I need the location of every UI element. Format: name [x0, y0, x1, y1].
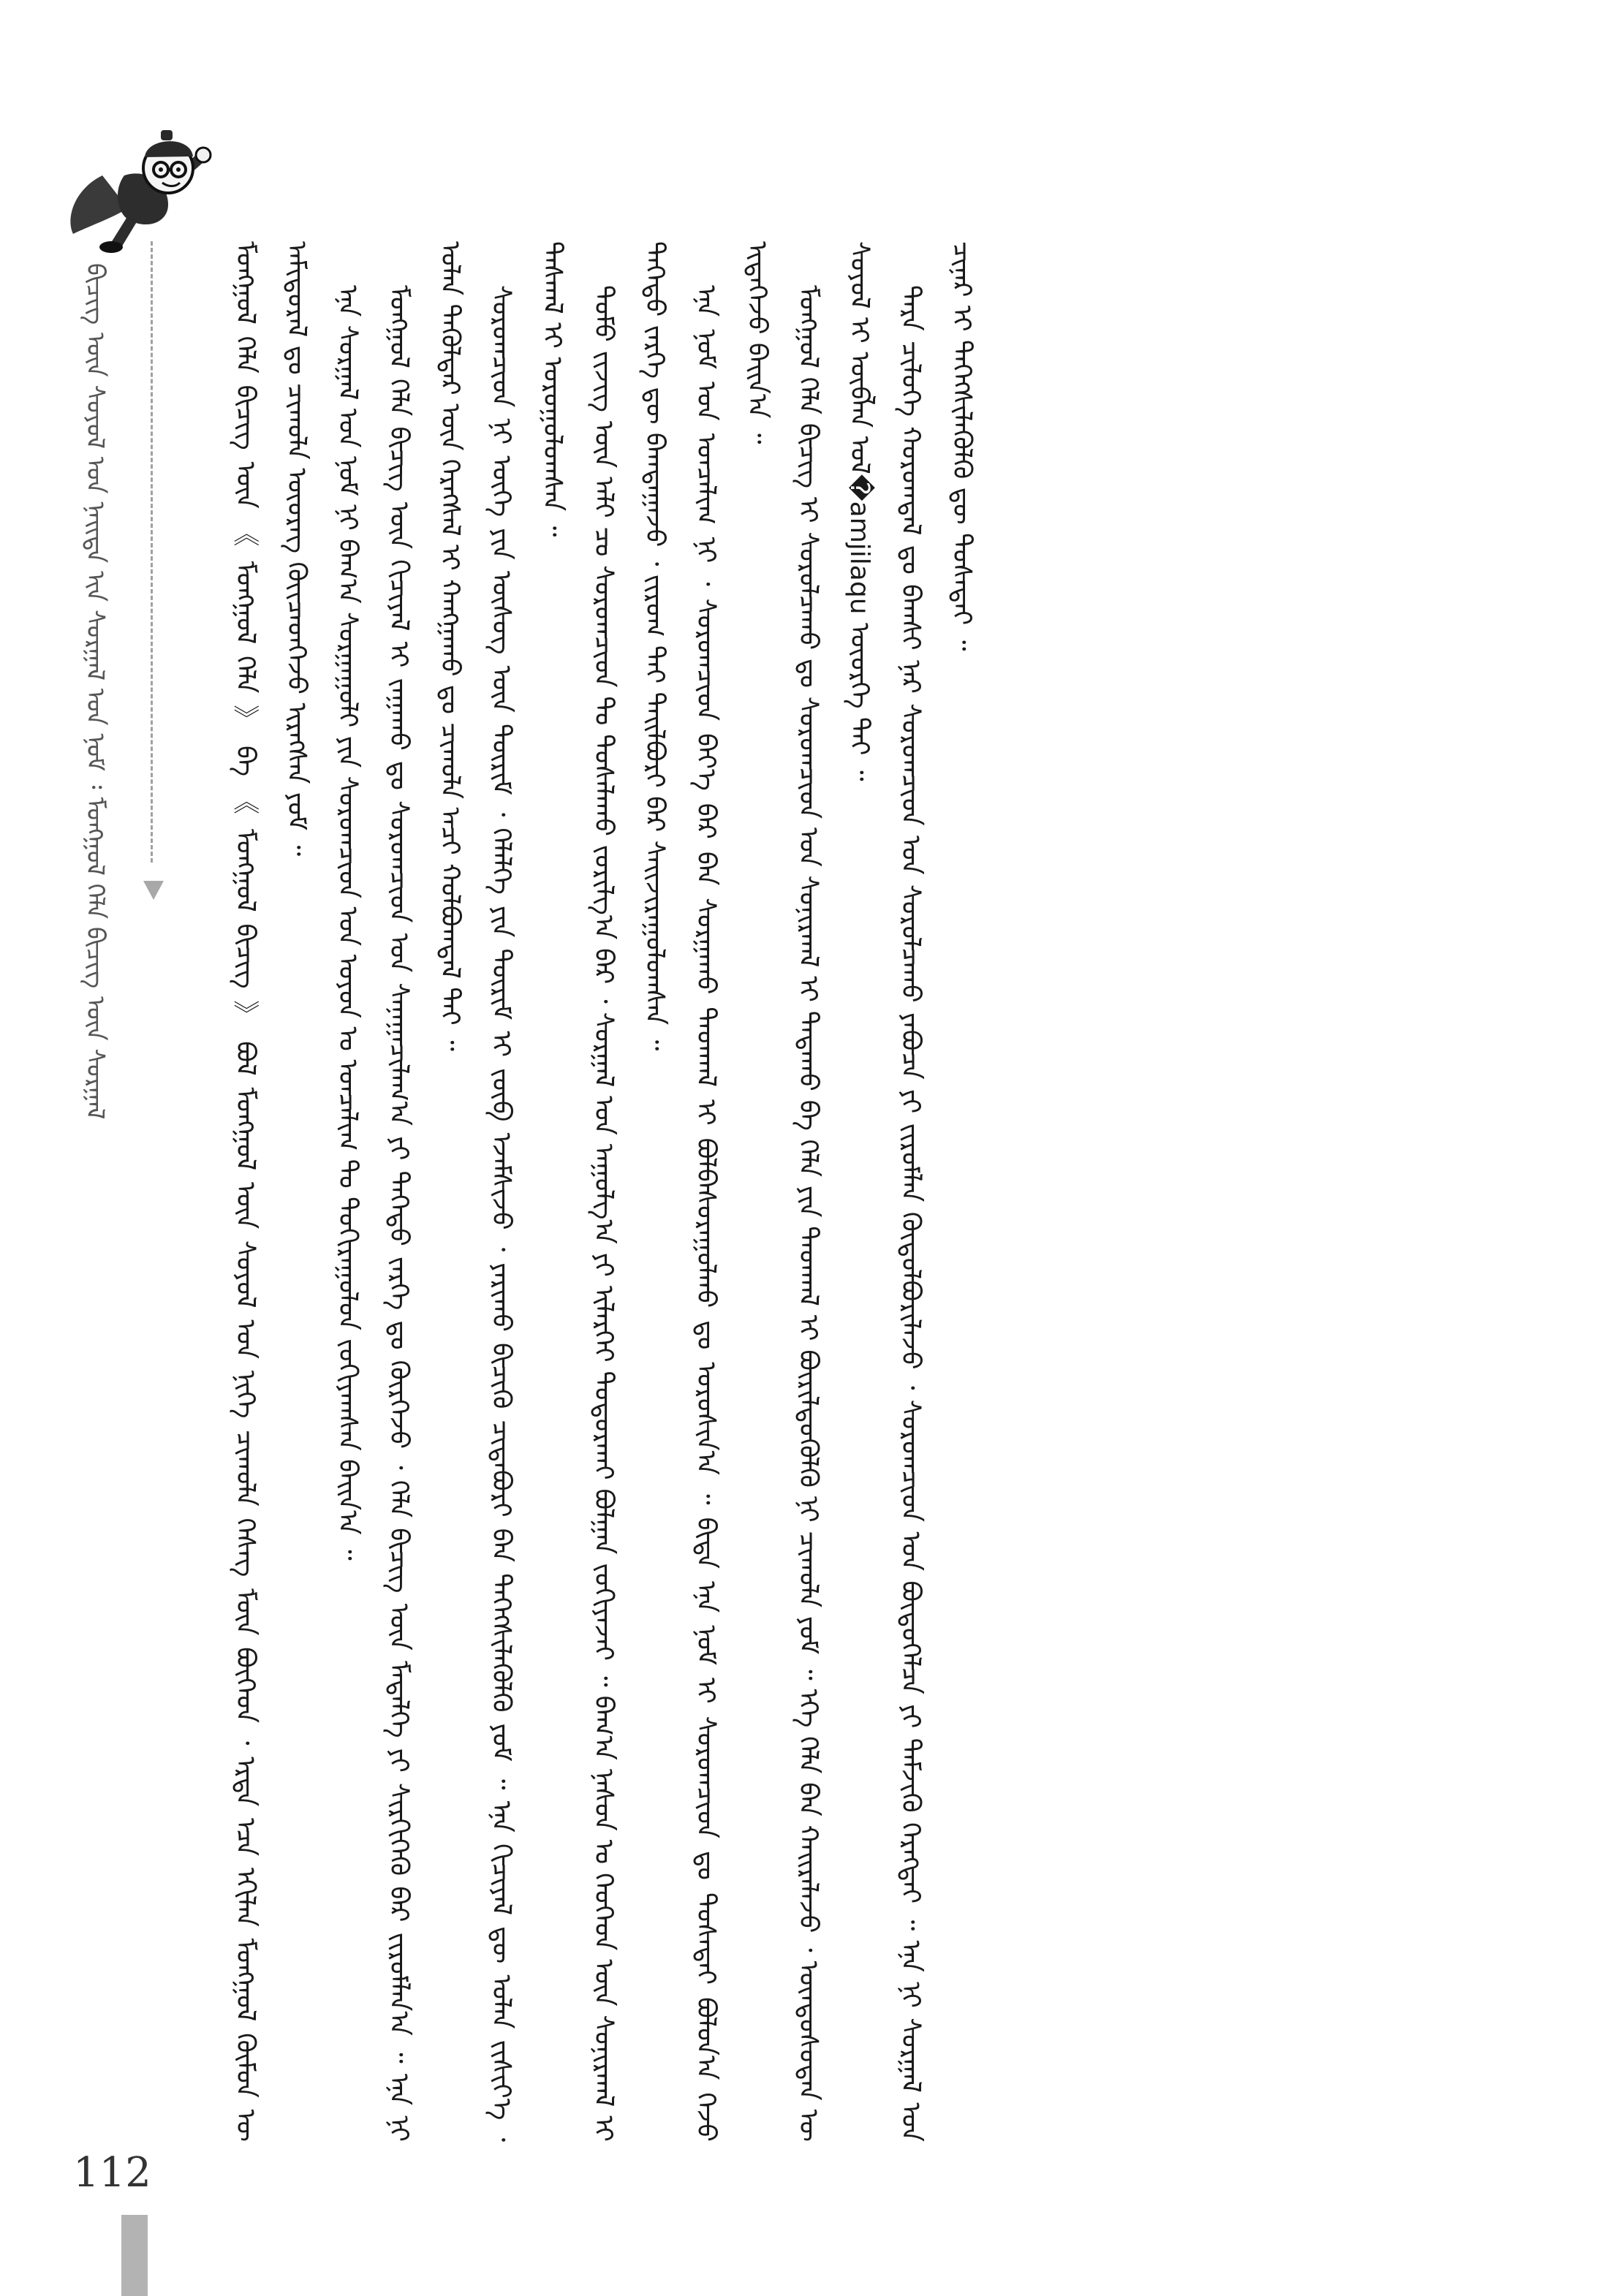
paragraph: ᠮᠣᠩᠭᠣᠯ ᠬᠡᠯᠡ ᠪᠢᠴᠢᠭ ᠢ ᠰᠤᠷᠤᠯᠴᠠᠬᠤ ᠳᠤ ᠰᠤᠷᠤᠭᠴᠢᠳ ᠤᠨ ᠰᠣᠨᠢᠷᠬᠠᠯ ᠢ ᠲᠠᠲᠠᠬᠤ ᠪᠠ ᠬᠡᠯᠡ ᠶᠢᠨ ᠳᠠᠳᠬᠠᠯ ᠢ ᠪᠦᠷᠢᠯᠳᠦᠭᠦᠯᠬᠦ ᠨᠢ ᠴᠢᠬᠤᠯᠠ ᠶᠤᠮ ᠃ ᠡᠬᠡ ᠬᠡᠯᠡ ᠪᠡᠨ ᠬᠠᠢᠷᠠᠯᠠᠵᠤ ᠂ ᠦᠨᠳᠦᠰᠦᠲᠡᠨ ᠦ ᠰᠣᠶᠣᠯ ᠢ ᠥᠪᠯᠡᠨ ᠤᠯ�amjilaqu ᠦᠦᠷᠭᠡ ᠲᠠᠢ ᠃: [793, 241, 874, 2142]
paragraph: ᠲᠣᠮᠣ ᠵᠢᠵᠢᠭ ᠦᠨ ᠠᠯᠢ ᠴᠤ ᠰᠤᠷᠤᠭᠴᠢᠳ ᠲᠤ ᠲᠤᠰᠠᠯᠠᠬᠤ ᠵᠣᠷᠢᠯᠭ᠎ᠠ ᠪᠠᠷ ᠂ ᠰᠤᠷᠭᠠᠯ ᠤᠨ ᠠᠭᠤᠯᠭ᠎ᠠ ᠶᠢ ᠢᠯᠡᠷᠬᠡᠢ ᠲᠣᠳᠣᠷᠬᠠᠢ ᠪᠣᠯᠭᠠᠨ ᠵᠣᠬᠢᠶᠠᠵᠠᠢ ᠃ ᠪᠠᠭ᠎ᠠ ᠨᠠᠰᠤᠨ ᠤ ᠬᠡᠦᠬᠡᠳ ᠦᠨ ᠰᠣᠨᠢᠷᠬᠠᠯ ᠢ ᠳᠡᠭᠡᠳᠦ ᠵᠡᠷᠭᠡ ᠳᠦ ᠪᠠᠭᠲᠠᠭᠠᠵᠤ ᠂ ᠵᠢᠷᠤᠭ ᠲᠠᠢ ᠲᠠᠢᠯᠪᠤᠷᠢ ᠪᠠᠷ ᠰᠠᠢᠵᠢᠷᠠᠭᠤᠯᠤᠭᠰᠠᠨ ᠃: [589, 241, 670, 2142]
header-divider: [151, 241, 156, 863]
thumb-tab: [121, 2215, 148, 2296]
running-header: ᠪᠢᠴᠢᠭ ᠦᠨ ᠰᠣᠶᠣᠯ ᠤᠨ ᠨᠡᠢᠲᠡ ᠢᠨ ᠰᠤᠷᠭᠠᠯ ᠤᠨ ᠨᠣᠮ ᠄ ᠮᠣᠩᠭᠣᠯ ᠬᠡᠯᠡ ᠪᠢᠴᠢᠭ ᠦᠨ ᠰᠤᠷᠭᠠᠯ: [80, 263, 110, 1120]
body-text: [219, 241, 1448, 2142]
triangle-marker-icon: [143, 881, 164, 900]
page-number: 112: [73, 2149, 151, 2197]
paragraph: ᠮᠣᠩᠭᠣᠯ ᠬᠡᠯᠡ ᠪᠢᠴᠢᠭ ᠦᠨ 《 ᠮᠣᠩᠭᠣᠯ ᠬᠡᠯᠡ 》 ᠪᠠ 《 ᠮᠣᠩᠭᠣᠯ ᠪᠢᠴᠢᠭ 》 ᠪᠤᠯ ᠮᠣᠩᠭᠣᠯ ᠦᠨ ᠰᠣᠶᠣᠯ ᠤᠨ ᠨᠢᠭᠡ ᠴᠢᠬᠤᠯᠠ ᠬᠡᠰᠡᠭ ᠮᠥᠨ ᠪᠥᠭᠡᠳ ᠂ ᠡᠷᠲᠡ ᠡᠴᠡ ᠡᠬᠢᠯᠡᠨ ᠮᠣᠩᠭᠣᠯ ᠬᠦᠮᠦᠨ ᠦ ᠠᠮᠢᠳᠤᠷᠠᠯ ᠳᠤ ᠴᠢᠬᠤᠯᠠ ᠦᠦᠷᠡᠭ ᠭᠦᠢᠴᠡᠳᠬᠡᠵᠦ ᠢᠷᠡᠭᠰᠡᠨ ᠶᠤᠮ ᠃: [230, 241, 311, 2142]
paragraph: ᠲᠡᠷᠡ ᠴᠢᠯᠦᠭᠡ ᠬᠣᠷᠣᠭᠳᠠᠯ ᠳᠤ ᠪᠠᠭᠰᠢ ᠨᠠᠷ ᠰᠤᠷᠤᠭᠴᠢᠳ ᠤᠨ ᠰᠤᠷᠤᠯᠴᠠᠬᠤ ᠶᠠᠪᠤᠴᠠ ᠶᠢ ᠵᠢᠷᠤᠮᠯᠠᠨ ᠬᠥᠲᠥᠯᠪᠦᠷᠢᠯᠡᠵᠦ ᠂ ᠰᠤᠷᠤᠭᠴᠢᠳ ᠤᠨ ᠪᠦᠲᠦᠭᠡᠯᠴᠡ ᠶᠢ ᠳᠡᠮᠵᠢᠬᠦ ᠬᠡᠷᠡᠭᠲᠡᠢ ᠃ ᠡᠨᠡ ᠨᠢ ᠰᠤᠷᠭᠠᠯ ᠤᠨ ᠴᠢᠨᠠᠷ ᠢ ᠳᠡᠭᠡᠭᠰᠢᠯᠡᠭᠦᠯᠬᠦ ᠳᠦ ᠲᠤᠰᠠᠲᠠᠢ ᠃: [896, 241, 977, 2142]
paragraph: ᠡᠨᠡ ᠰᠤᠷᠭᠠᠯ ᠤᠨ ᠨᠣᠮ ᠨᠢ ᠪᠠᠭ᠎ᠠ ᠰᠤᠷᠭᠠᠭᠤᠯᠢ ᠶᠢᠨ ᠰᠤᠷᠤᠭᠴᠢᠳ ᠤᠨ ᠣᠶᠤᠨ ᠤ ᠣᠨᠴᠠᠯᠢᠭ ᠲᠤ ᠲᠣᠬᠢᠷᠠᠭᠤᠯᠤᠨ ᠵᠣᠬᠢᠶᠠᠭᠰᠠᠨ ᠪᠠᠢᠨ᠎ᠠ ᠃: [333, 285, 363, 1561]
paragraph: ᠰᠤᠷᠤᠭᠴᠢᠳ ᠨᠢ ᠦᠭᠡ ᠶᠢᠨ ᠦᠰᠦᠭ ᠦᠨ ᠳᠦᠷᠢᠮ ᠂ ᠬᠡᠯᠡᠯᠭᠡ ᠶᠢᠨ ᠳᠦᠷᠢᠮ ᠢ ᠵᠦᠪ ᠡᠵᠡᠮᠰᠢᠵᠦ ᠂ ᠶᠠᠷᠢᠬᠤ ᠪᠢᠴᠢᠬᠦ ᠴᠢᠳᠠᠪᠤᠷᠢ ᠪᠡᠨ ᠳᠡᠭᠡᠭᠰᠢᠯᠡᠭᠦᠯᠬᠦ ᠶᠤᠮ ᠃ ᠡᠨᠡ ᠬᠢᠴᠢᠶᠡᠯ ᠳᠦ ᠣᠯᠠᠨ ᠵᠢᠱᠢᠶ᠎ᠡ ᠂ ᠳᠠᠰᠬᠠᠯ ᠢ ᠣᠷᠣᠭᠤᠯᠤᠭᠰᠠᠨ ᠃: [486, 241, 567, 2142]
paragraph: ᠮᠣᠩᠭᠣᠯ ᠬᠡᠯᠡ ᠪᠢᠴᠢᠭ ᠦᠨ ᠬᠢᠴᠢᠶᠡᠯ ᠢ ᠵᠠᠭᠠᠬᠤ ᠳᠤ ᠰᠤᠷᠤᠭᠴᠢᠳ ᠤᠨ ᠰᠠᠨᠠᠭᠠᠴᠢᠯᠠᠭ᠎ᠠ ᠶᠢ ᠳᠡᠭᠡᠳᠦ ᠵᠡᠷᠭᠡ ᠳᠤ ᠬᠦᠷᠭᠡᠵᠦ ᠂ ᠬᠡᠯᠡ ᠪᠢᠴᠢᠭ ᠦᠨ ᠮᠡᠳᠡᠯᠭᠡ ᠶᠢ ᠰᠢᠷᠭᠢᠭᠡᠬᠦ ᠪᠡᠷ ᠵᠢᠷᠤᠮᠯᠠᠨ᠎ᠠ ᠃ ᠡᠨᠡ ᠨᠢ ᠣᠯᠠᠨ ᠲᠡᠭᠦᠯᠳᠡᠷ ᠦᠨ ᠬᠡᠷᠡᠭᠰᠡᠯ ᠢ ᠬᠠᠩᠭᠠᠬᠤ ᠳᠤ ᠴᠢᠬᠤᠯᠠ ᠠᠴᠢ ᠬᠣᠯᠪᠣᠭᠳᠠᠯ ᠲᠠᠢ ᠃: [384, 241, 465, 2142]
mascot-boy-flying-icon: [58, 124, 227, 263]
paragraph: ᠡᠨᠡ ᠨᠣᠮ ᠤᠨ ᠣᠨᠴᠠᠯᠢᠭ ᠨᠢ ᠂ ᠰᠤᠷᠤᠭᠴᠢᠳ ᠪᠡᠶ᠎ᠡ ᠪᠡᠷ ᠪᠠᠨ ᠰᠤᠷᠭᠠᠬᠤ ᠳᠠᠳᠬᠠᠯ ᠢ ᠪᠣᠯᠪᠠᠰᠤᠷᠠᠭᠤᠯᠬᠤ ᠳᠤ ᠣᠷᠣᠰᠢᠨ᠎ᠠ ᠃ ᠪᠢᠳᠡ ᠡᠨᠡ ᠨᠣᠮ ᠢ ᠰᠤᠷᠤᠭᠴᠢᠳ ᠳᠤ ᠲᠤᠰᠠᠲᠠᠢ ᠪᠣᠯᠤᠨ᠎ᠠ ᠭᠡᠵᠦ ᠢᠳᠡᠭᠡᠵᠦ ᠪᠠᠢᠨ᠎ᠠ ᠃: [691, 241, 772, 2142]
